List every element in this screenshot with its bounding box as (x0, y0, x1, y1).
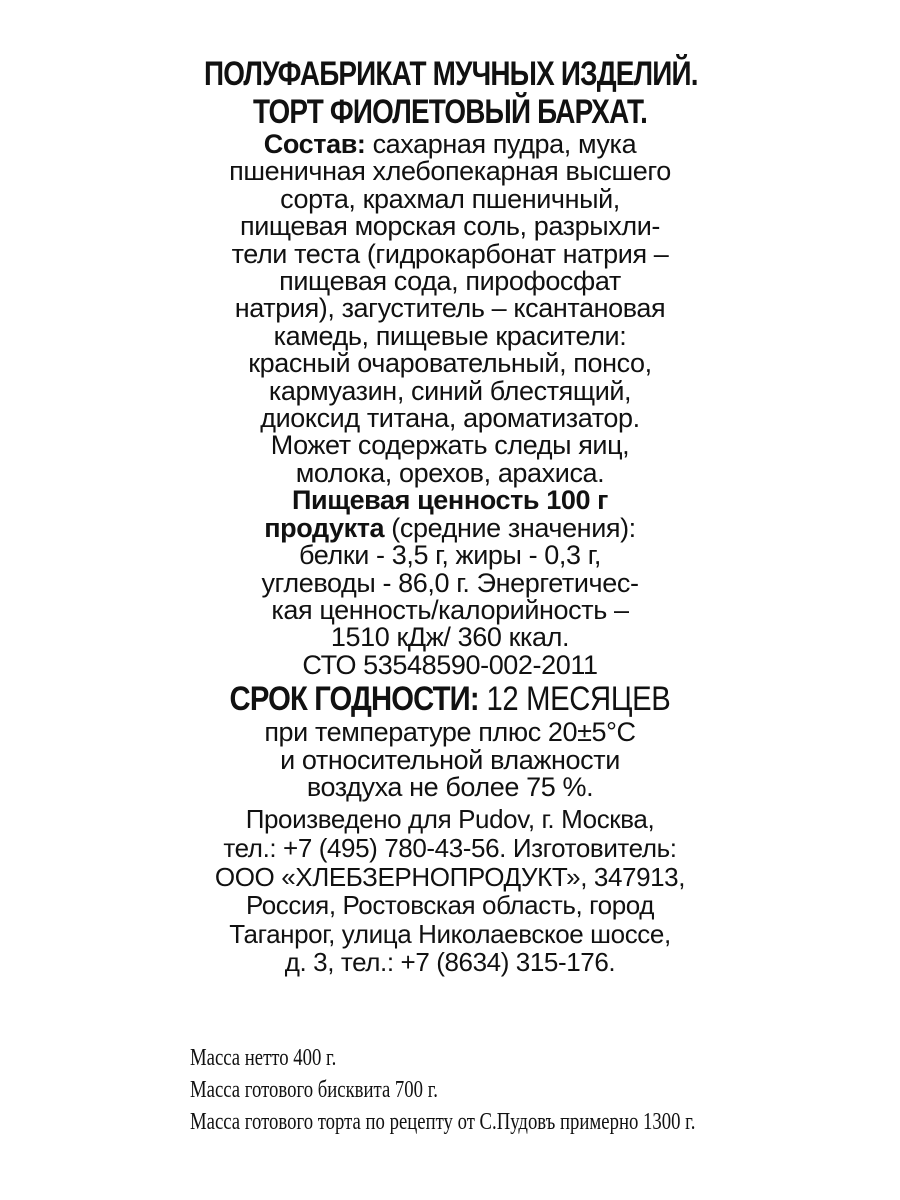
cake-mass: Масса готового торта по рецепту от С.Пудовъ примерно 1300 г. (190, 1109, 696, 1135)
mass-section (190, 1042, 695, 1138)
composition-line: диоксид титана, ароматизатор. (260, 403, 640, 434)
product-label (150, 55, 750, 977)
manufacturer-line: Россия, Ростовская область, город (245, 890, 655, 921)
nutrition-line: 1510 кДж/ 360 ккал. (330, 622, 570, 653)
nutrition-note: (средние значения): (384, 512, 636, 543)
storage-line: при температуре плюс 20±5°С (264, 717, 636, 748)
nutrition-section (150, 487, 750, 679)
manufacturer-line: ООО «ХЛЕБЗЕРНОПРОДУКТ», 347913, (214, 861, 686, 892)
manufacturer-line: Таганрог, улица Николаевское шоссе, (229, 918, 671, 949)
composition-line: пищевая морская соль, разрыхли- (240, 211, 660, 242)
shelf-life-value: 12 МЕСЯЦЕВ (478, 680, 671, 719)
nutrition-line: углеводы - 86,0 г. Энергетичес- (261, 567, 639, 598)
composition-line: пшеничная хлебопекарная высшего (229, 156, 671, 187)
nutrition-line: кая ценность/калорийность – (271, 594, 629, 625)
sponge-mass: Масса готового бисквита 700 г. (190, 1077, 438, 1103)
manufacturer-line: д. 3, тел.: +7 (8634) 315-176. (284, 947, 616, 978)
composition-section (150, 131, 750, 487)
nutrition-heading: Пищевая ценность 100 г (291, 485, 609, 516)
storage-line: и относительной влажности (280, 744, 620, 775)
composition-line: молока, орехов, арахиса. (295, 457, 605, 488)
composition-line: сахарная пудра, мука (365, 129, 637, 159)
composition-line: пищевая сода, пирофосфат (279, 266, 621, 297)
nutrition-heading-2: продукта (264, 512, 385, 543)
title-line-1: ПОЛУФАБРИКАТ МУЧНЫХ ИЗДЕЛИЙ. (204, 55, 698, 93)
shelf-life-heading (192, 679, 708, 719)
manufacturer-line: Произведено для Pudov, г. Москва, (245, 804, 655, 835)
product-title (204, 55, 696, 131)
shelf-life-section (150, 679, 750, 801)
standard-code: СТО 53548590-002-2011 (302, 649, 598, 680)
composition-line: красный очаровательный, понсо, (248, 348, 652, 379)
title-line-2: ТОРТ ФИОЛЕТОВЫЙ БАРХАТ. (252, 93, 648, 131)
composition-line: кармуазин, синий блестящий, (268, 375, 632, 406)
manufacturer-section (150, 805, 750, 977)
net-mass: Масса нетто 400 г. (190, 1045, 337, 1071)
composition-label: Состав: (263, 129, 366, 159)
composition-line: Может содержать следы яиц, (270, 430, 630, 461)
composition-line: тели теста (гидрокарбонат натрия – (231, 238, 669, 269)
storage-line: воздуха не более 75 %. (306, 771, 594, 802)
composition-line: камедь, пищевые красители: (273, 320, 627, 351)
composition-line: сорта, крахмал пшеничный, (280, 183, 620, 214)
manufacturer-line: тел.: +7 (495) 780-43-56. Изготовитель: (223, 832, 677, 863)
shelf-life-label: СРОК ГОДНОСТИ: (229, 680, 479, 719)
composition-line: натрия), загуститель – ксантановая (234, 293, 666, 324)
nutrition-line: белки - 3,5 г, жиры - 0,3 г, (299, 540, 601, 571)
